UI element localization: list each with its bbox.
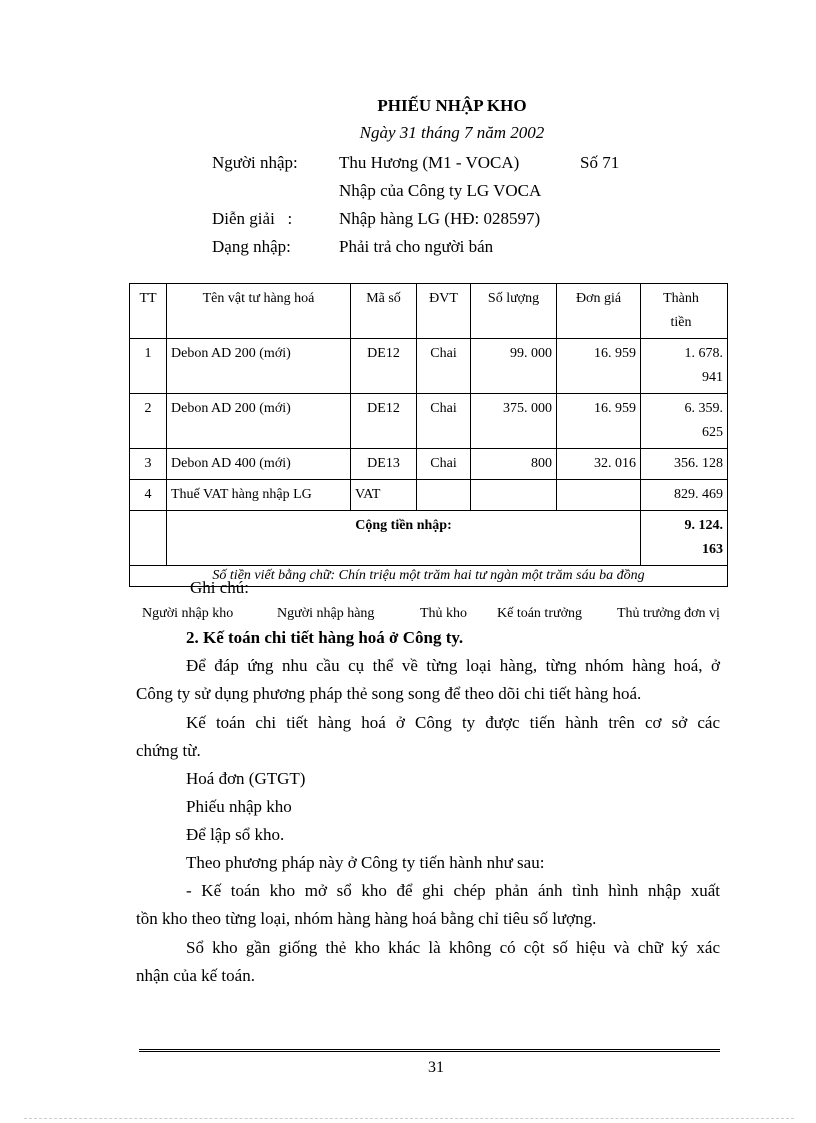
paragraph-line: Công ty sử dụng phương pháp thẻ song song để theo dõi chi tiết hàng hoá. — [136, 684, 642, 703]
cell: 4 — [130, 480, 167, 511]
cell: DE13 — [351, 449, 417, 480]
cell — [557, 480, 641, 511]
table-row — [130, 449, 728, 480]
header-cell: TT — [130, 284, 167, 339]
table-row — [130, 480, 728, 511]
cell: 99. 000 — [471, 339, 557, 394]
voucher-date: Ngày 31 tháng 7 năm 2002 — [359, 123, 545, 142]
cell: 3 — [130, 449, 167, 480]
section-heading: 2. Kế toán chi tiết hàng hoá ở Công ty. — [186, 628, 464, 647]
cell: 1 — [130, 339, 167, 394]
cell: 356. 128 — [641, 449, 728, 480]
voucher-table — [129, 283, 728, 587]
voucher-source: Nhập của Công ty LG VOCA — [339, 181, 542, 200]
table-row — [130, 394, 728, 449]
total-row — [130, 511, 728, 566]
paragraph-line: tồn kho theo từng loại, nhóm hàng hàng hoá bằng chỉ tiêu số lượng. — [136, 909, 597, 928]
cell: Chai — [417, 339, 471, 394]
explain-value: Nhập hàng LG (HĐ: 028597) — [339, 209, 541, 228]
paragraph-line: - Kế toán kho mở sổ kho để ghi chép phản ánh tình hình nhập xuất — [186, 881, 720, 900]
cell: 32. 016 — [557, 449, 641, 480]
voucher-number: Số 71 — [580, 153, 620, 172]
document-item: Phiếu nhập kho — [186, 797, 292, 816]
header-cell: Tên vật tư hàng hoá — [167, 284, 351, 339]
importer-label: Người nhập: — [212, 153, 298, 172]
cell — [130, 511, 167, 566]
cell: 2 — [130, 394, 167, 449]
note-label: Ghi chú: — [190, 578, 250, 597]
cell: Debon AD 400 (mới) — [167, 449, 351, 480]
document-item: Hoá đơn (GTGT) — [186, 769, 306, 788]
header-cell: Mã số — [351, 284, 417, 339]
cell: 829. 469 — [641, 480, 728, 511]
explain-label: Diễn giải : — [212, 209, 293, 228]
paragraph-line: chứng từ. — [136, 741, 201, 760]
amount-in-words: Số tiền viết bằng chữ: Chín triệu một trăm hai tư ngàn một trăm sáu ba đồng — [130, 566, 728, 587]
header-cell: Số lượng — [471, 284, 557, 339]
header-cell: Thành tiền — [641, 284, 728, 339]
header-cell: Đơn giá — [557, 284, 641, 339]
cell: 16. 959 — [557, 339, 641, 394]
cell — [417, 480, 471, 511]
footer-rule — [139, 1049, 720, 1052]
page-edge-line — [24, 1118, 794, 1119]
header-cell: ĐVT — [417, 284, 471, 339]
cell: 375. 000 — [471, 394, 557, 449]
cell: DE12 — [351, 394, 417, 449]
cell: Debon AD 200 (mới) — [167, 339, 351, 394]
page-number: 31 — [428, 1059, 444, 1076]
cell: 6. 359. 625 — [641, 394, 728, 449]
paragraph-line: Sổ kho gần giống thẻ kho khác là không có cột số hiệu và chữ ký xác — [186, 938, 720, 957]
type-label: Dạng nhập: — [212, 237, 291, 256]
total-label: Cộng tiền nhập: — [167, 511, 641, 566]
signature-warehouse-keeper: Thủ kho — [420, 606, 468, 621]
cell: Thuế VAT hàng nhập LG — [167, 480, 351, 511]
cell: Debon AD 200 (mới) — [167, 394, 351, 449]
paragraph-line: nhận của kế toán. — [136, 966, 255, 985]
cell: VAT — [351, 480, 417, 511]
cell: Chai — [417, 449, 471, 480]
paragraph-line: Kế toán chi tiết hàng hoá ở Công ty được tiến hành trên cơ sở các — [186, 713, 720, 732]
type-value: Phải trả cho người bán — [339, 237, 494, 256]
total-value: 9. 124. 163 — [641, 511, 728, 566]
voucher-title: PHIẾU NHẬP KHO — [377, 96, 527, 115]
document-item: Để lập sổ kho. — [186, 825, 285, 844]
importer-value: Thu Hương (M1 - VOCA) — [339, 153, 520, 172]
cell: Chai — [417, 394, 471, 449]
signature-importer: Người nhập hàng — [277, 606, 375, 621]
table-row — [130, 339, 728, 394]
signature-chief-accountant: Kế toán trưởng — [497, 606, 582, 621]
paragraph-line: Để đáp ứng nhu cầu cụ thể về từng loại hàng, từng nhóm hàng hoá, ở — [186, 656, 720, 675]
cell: 16. 959 — [557, 394, 641, 449]
signature-unit-head: Thủ trưởng đơn vị — [617, 606, 720, 621]
cell: 800 — [471, 449, 557, 480]
paragraph-line: Theo phương pháp này ở Công ty tiến hành như sau: — [186, 853, 545, 872]
signature-storekeeper-receiver: Người nhập kho — [142, 606, 234, 621]
table-header-row — [130, 284, 728, 339]
cell: DE12 — [351, 339, 417, 394]
cell — [471, 480, 557, 511]
cell: 1. 678. 941 — [641, 339, 728, 394]
